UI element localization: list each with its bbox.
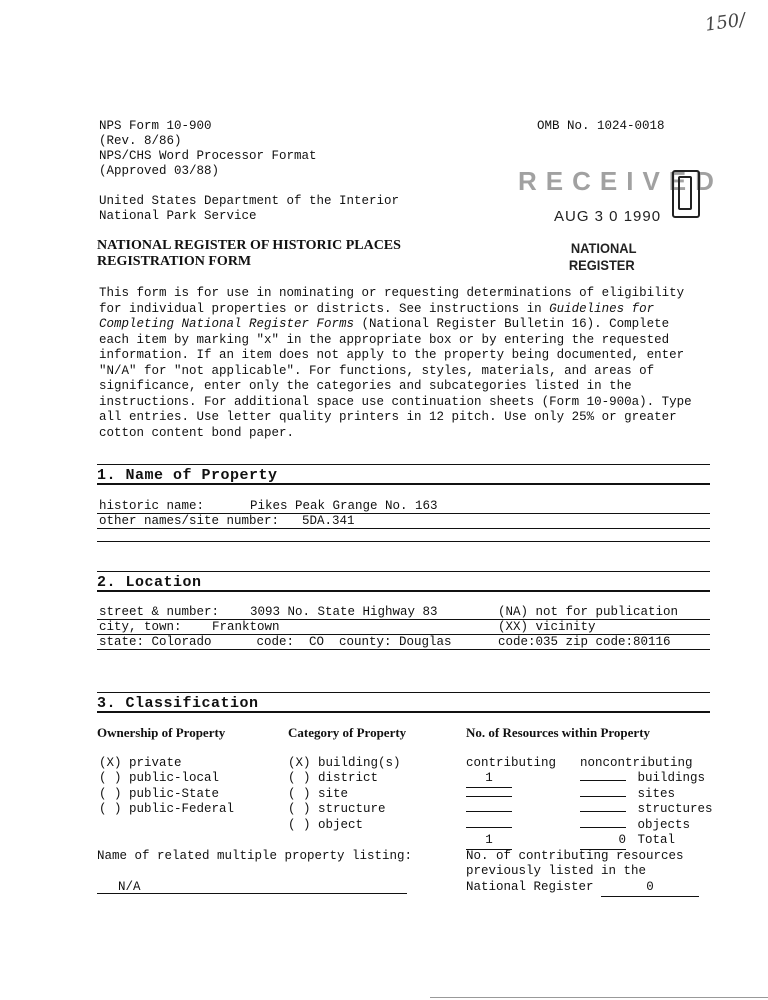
instruction-line: "N/A" for "not applicable". For functions, styles, materials, and areas of: [99, 363, 655, 378]
instruction-line: information. If an item does not apply to the property being documented, enter: [99, 348, 685, 362]
noncontributing-count[interactable]: [580, 811, 626, 812]
ownership-heading: Ownership of Property: [97, 725, 226, 740]
street-rule: [97, 619, 710, 620]
resource-row-sites: [466, 787, 512, 803]
noncontributing-total[interactable]: 0: [580, 833, 626, 850]
ownership-private[interactable]: (X) private: [99, 756, 182, 770]
contributing-count[interactable]: [466, 796, 512, 797]
ownership-public-local[interactable]: ( ) public-local: [99, 771, 220, 785]
historic-name-label: historic name:: [99, 499, 205, 513]
stamp-national: NATIONAL: [570, 240, 637, 256]
related-listing-value[interactable]: N/A: [118, 880, 141, 894]
previously-listed-line1: No. of contributing resources: [466, 849, 684, 863]
guidelines-title: Guidelines for: [549, 301, 655, 316]
noncontributing-count[interactable]: [580, 780, 626, 781]
form-number: NPS Form 10-900: [99, 119, 212, 133]
stamp-received-text: RECEIVED: [518, 166, 723, 196]
received-stamp: [512, 164, 723, 274]
previously-listed-count[interactable]: 0: [601, 880, 699, 897]
category-structure[interactable]: ( ) structure: [288, 802, 386, 816]
stamp-date: AUG 3 0 1990: [554, 208, 662, 225]
instruction-line: significance, enter only the categories and subcategories listed in the: [99, 379, 632, 393]
section2-title-rule: [97, 590, 710, 592]
resource-row-objects: [466, 818, 512, 834]
resource-type-label: sites: [637, 787, 676, 801]
contributing-count[interactable]: 1: [466, 771, 512, 788]
form-format: NPS/CHS Word Processor Format: [99, 149, 317, 163]
resource-type-label: objects: [637, 818, 691, 832]
instruction-line: cotton content bond paper.: [99, 425, 295, 440]
section1-title-rule: [97, 483, 710, 485]
section3-title-rule: [97, 711, 710, 713]
section1-top-rule: [97, 464, 710, 465]
other-names-label: other names/site number:: [99, 514, 280, 528]
form-subtitle: REGISTRATION FORM: [97, 254, 252, 269]
previously-listed-line2: previously listed in the: [466, 864, 647, 878]
vicinity[interactable]: (XX) vicinity: [498, 620, 596, 634]
resource-row-buildings: [466, 771, 512, 788]
resource-row-total-non: [580, 833, 675, 850]
instruction-line: instructions. For additional space use continuation sheets (Form 10-900a). Type: [99, 394, 692, 409]
contributing-label: contributing: [466, 756, 557, 770]
state-line[interactable]: state: Colorado code: CO county: Douglas: [99, 635, 452, 649]
stamp-register: REGISTER: [568, 257, 635, 273]
resource-row-total: [466, 833, 512, 850]
related-listing-rule: [97, 893, 407, 894]
ownership-public-state[interactable]: ( ) public-State: [99, 787, 220, 801]
resource-type-label: Total: [637, 833, 676, 847]
form-revision: (Rev. 8/86): [99, 134, 182, 148]
section1-title: 1. Name of Property: [97, 467, 278, 484]
stamp-frame-inner: [678, 176, 692, 210]
contributing-count[interactable]: [466, 811, 512, 812]
instruction-line: Completing National Register Forms (National Register Bulletin 16). Complete: [99, 317, 670, 331]
resource-row-structures: [466, 802, 512, 818]
noncontributing-label: noncontributing: [580, 756, 693, 770]
state-rule: [97, 649, 710, 650]
other-names-value[interactable]: 5DA.341: [302, 514, 355, 528]
resource-row-buildings-non: [580, 771, 705, 787]
related-listing-label: Name of related multiple property listing:: [97, 849, 413, 863]
agency-department: United States Department of the Interior: [99, 194, 400, 208]
contributing-total[interactable]: 1: [466, 833, 512, 850]
section3-title: 3. Classification: [97, 695, 259, 712]
resource-type-label: buildings: [637, 771, 706, 785]
form-title: NATIONAL REGISTER OF HISTORIC PLACES: [97, 238, 401, 253]
section1-blank-rule: [97, 541, 710, 542]
street-label: street & number:: [99, 605, 220, 619]
section3-top-rule: [97, 692, 710, 693]
previously-listed-line3: National Register 0: [466, 880, 699, 897]
city-label: city, town:: [99, 620, 182, 634]
resource-row-objects-non: [580, 818, 690, 834]
contributing-count[interactable]: [466, 827, 512, 828]
agency-service: National Park Service: [99, 209, 257, 223]
instruction-line: This form is for use in nominating or requesting determinations of eligibility: [99, 286, 685, 300]
city-value[interactable]: Franktown: [212, 620, 280, 634]
instructions-paragraph: [99, 286, 719, 441]
category-object[interactable]: ( ) object: [288, 818, 364, 832]
category-buildings[interactable]: (X) building(s): [288, 756, 401, 770]
scan-edge-line: [430, 997, 768, 998]
section2-title: 2. Location: [97, 574, 202, 591]
historic-name-value[interactable]: Pikes Peak Grange No. 163: [250, 499, 438, 513]
other-names-rule: [97, 528, 710, 529]
category-district[interactable]: ( ) district: [288, 771, 379, 785]
category-heading: Category of Property: [288, 725, 407, 740]
resource-type-label: structures: [637, 802, 713, 816]
category-site[interactable]: ( ) site: [288, 787, 349, 801]
omb-number: OMB No. 1024-0018: [537, 119, 665, 133]
street-value[interactable]: 3093 No. State Highway 83: [250, 605, 438, 619]
instruction-line: for individual properties or districts. See instructions in Guidelines for: [99, 301, 655, 316]
ownership-public-federal[interactable]: ( ) public-Federal: [99, 802, 235, 816]
noncontributing-count[interactable]: [580, 827, 626, 828]
noncontributing-count[interactable]: [580, 796, 626, 797]
resources-heading: No. of Resources within Property: [466, 725, 651, 740]
instruction-line: all entries. Use letter quality printers in 12 pitch. Use only 25% or greater: [99, 410, 677, 424]
instruction-line: each item by marking "x" in the appropriate box or by entering the requested: [99, 332, 670, 347]
code-zip-line[interactable]: code:035 zip code:80116: [498, 635, 671, 649]
not-for-publication[interactable]: (NA) not for publication: [498, 605, 679, 619]
bulletin-title: Completing National Register Forms: [99, 317, 355, 331]
section2-top-rule: [97, 571, 710, 572]
resource-row-structures-non: [580, 802, 713, 818]
form-approved: (Approved 03/88): [99, 164, 220, 178]
handwritten-page-mark: 150/: [703, 9, 747, 36]
resource-row-sites-non: [580, 787, 675, 803]
